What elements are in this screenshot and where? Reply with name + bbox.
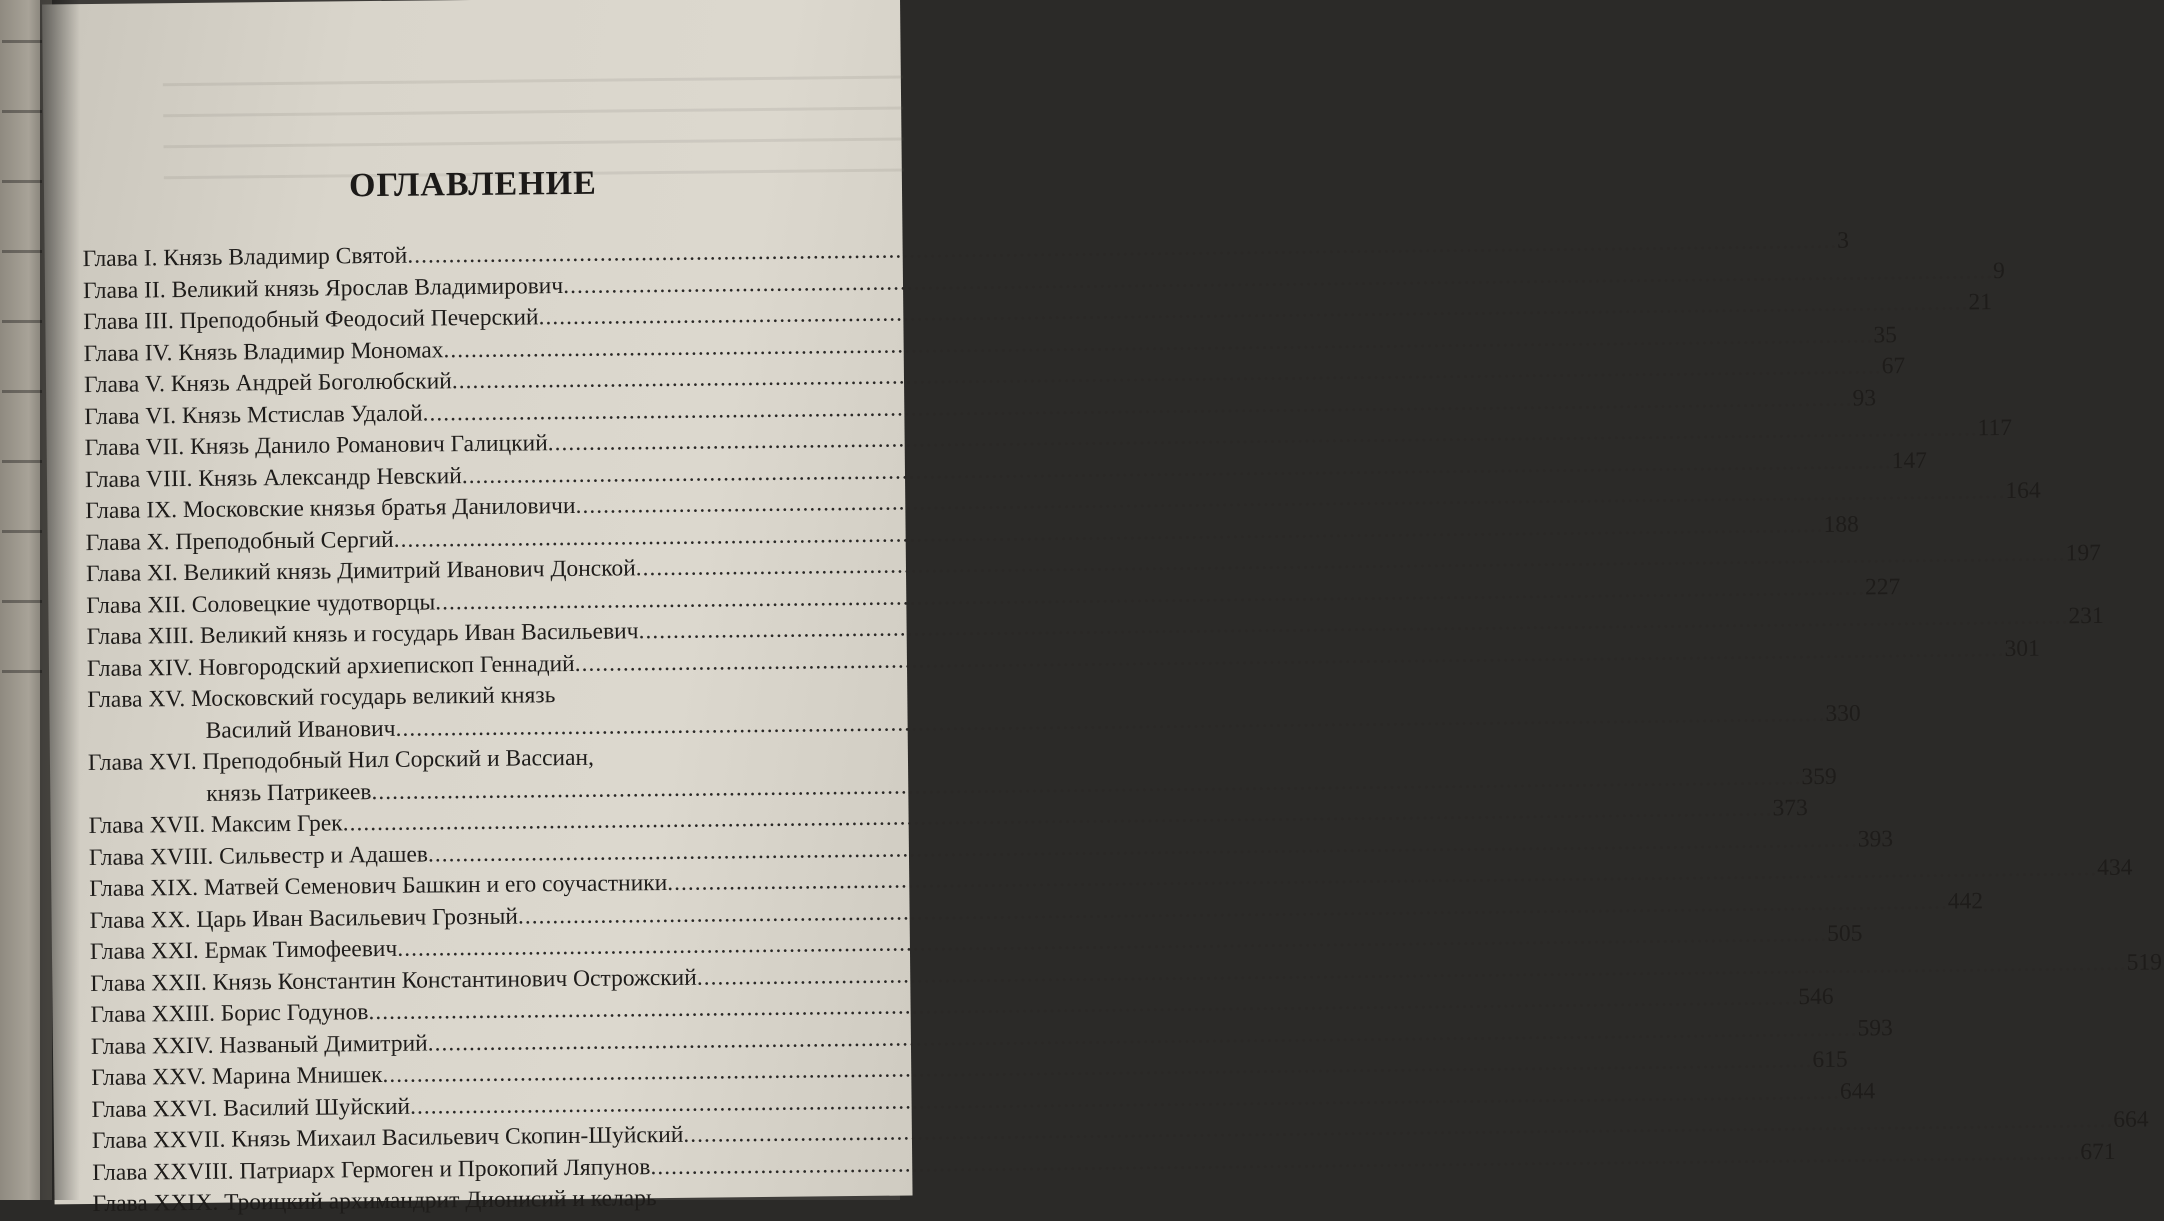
toc-entry-label: Глава VII. Князь Данило Романович Галицкий xyxy=(84,430,548,462)
toc-entry-page: 117 xyxy=(1977,414,2013,442)
toc-entry-label: Глава II. Великий князь Ярослав Владимирович xyxy=(82,272,564,304)
toc-entry-label: Глава XI. Великий князь Димитрий Иванович Донской xyxy=(85,555,636,588)
toc-entry-page: 393 xyxy=(1857,825,1894,853)
toc-entry-page: 93 xyxy=(1852,384,1877,412)
toc-entry-label: Глава V. Князь Андрей Боголюбский xyxy=(83,368,452,399)
toc-entry-label: Глава X. Преподобный Сергий xyxy=(85,526,394,556)
toc-entry-page: 3 xyxy=(1837,227,1850,254)
toc-entry-page: 147 xyxy=(1891,447,1928,474)
toc-entry-page: 359 xyxy=(1801,763,1837,790)
toc-entry-label: Глава XV. Московский государь великий князь xyxy=(87,682,556,714)
book-page xyxy=(42,0,2163,1218)
toc-entry-cut-off xyxy=(92,1181,868,1221)
toc-entry-page: 35 xyxy=(1873,321,1898,348)
toc-entry-label: Глава XVIII. Сильвестр и Адашев xyxy=(88,840,429,871)
toc-entry-page: 593 xyxy=(1857,1014,1893,1042)
toc-entry-label: Глава XX. Царь Иван Васильевич Грозный xyxy=(89,903,519,934)
toc-entry-label: Глава XXIX. Троицкий архимандрит Дионисий и келарь xyxy=(92,1185,657,1218)
toc-entry-page: 301 xyxy=(2004,635,2040,662)
toc-entry-label: Глава XIX. Матвей Семенович Башкин и его соучастники xyxy=(89,869,668,903)
toc-entry-page: 519 xyxy=(2126,948,2163,976)
toc-entry-label: Глава XXIV. Названый Димитрий xyxy=(90,1030,428,1060)
toc-entry-label: Глава XXV. Марина Мнишек xyxy=(91,1061,383,1092)
toc-entry-page: 546 xyxy=(1798,983,1834,1011)
toc-entry-label: Глава XXII. Князь Константин Константинович Острожский xyxy=(90,964,697,997)
toc-entry-page: 164 xyxy=(2005,477,2041,504)
toc-entry-label: Глава XXI. Ермак Тимофеевич xyxy=(89,935,398,966)
toc-entry-page: 505 xyxy=(1827,920,1863,947)
toc-entry-page: 434 xyxy=(2096,854,2133,882)
book-spine-shadow xyxy=(40,0,80,1200)
toc-entry-label: Глава I. Князь Владимир Святой xyxy=(82,242,408,273)
toc-entry-label: Глава XXVIII. Патриарх Гермоген и Прокопий Ляпунов xyxy=(92,1153,651,1186)
toc-entry-label: Глава XIII. Великий князь и государь Иван Васильевич xyxy=(86,618,639,651)
toc-entry-label: Глава XIV. Новгородский архиепископ Геннадий xyxy=(86,650,575,682)
toc-entry-label: Глава VI. Князь Мстислав Удалой xyxy=(84,400,423,430)
toc-entry-label-continued: князь Патрикеев xyxy=(206,778,372,807)
toc-entry-page: 188 xyxy=(1823,510,1859,538)
toc-entry-page: 227 xyxy=(1864,573,1901,600)
toc-entry-label: Глава XVI. Преподобный Нил Сорский и Вассиан, xyxy=(87,744,595,777)
page-title: ОГЛАВЛЕНИЕ xyxy=(348,164,598,205)
toc-entry-label: Глава III. Преподобный Феодосий Печерский xyxy=(83,304,539,336)
toc-entry-page: 664 xyxy=(2113,1106,2149,1133)
toc-entry-page: 442 xyxy=(1947,887,1984,915)
toc-entry-page: 9 xyxy=(1992,257,2005,284)
toc-entry-page: 671 xyxy=(2080,1138,2116,1165)
toc-entry-label: Глава XXVII. Князь Михаил Васильевич Скопин-Шуйский xyxy=(91,1121,684,1155)
toc-entry-label: Глава XVII. Максим Грек xyxy=(88,810,343,840)
toc-entry-label: Глава XII. Соловецкие чудотворцы xyxy=(86,588,436,619)
toc-entry-page: 197 xyxy=(2065,539,2102,567)
toc-entry-page: 373 xyxy=(1772,795,1808,822)
toc-entry-page: 231 xyxy=(2068,602,2104,630)
table-of-contents xyxy=(82,227,2163,1221)
toc-entry-label: Глава IV. Князь Владимир Мономах xyxy=(83,336,444,367)
toc-entry-label: Глава XXIII. Борис Годунов xyxy=(90,999,369,1029)
toc-entry-label: Глава IX. Московские князья братья Даниловичи xyxy=(85,492,576,525)
toc-entry-page: 615 xyxy=(1812,1046,1848,1074)
toc-entry-page: 67 xyxy=(1881,353,1906,380)
toc-entry-label: Глава XXVI. Василий Шуйский xyxy=(91,1093,411,1123)
toc-entry-page: 330 xyxy=(1825,699,1861,727)
toc-entry-page: 21 xyxy=(1968,289,1993,316)
toc-entry-label: Глава VIII. Князь Александр Невский xyxy=(84,462,462,493)
toc-entry-label-continued: Василий Иванович xyxy=(205,715,396,744)
toc-entry-page: 644 xyxy=(1839,1077,1876,1105)
